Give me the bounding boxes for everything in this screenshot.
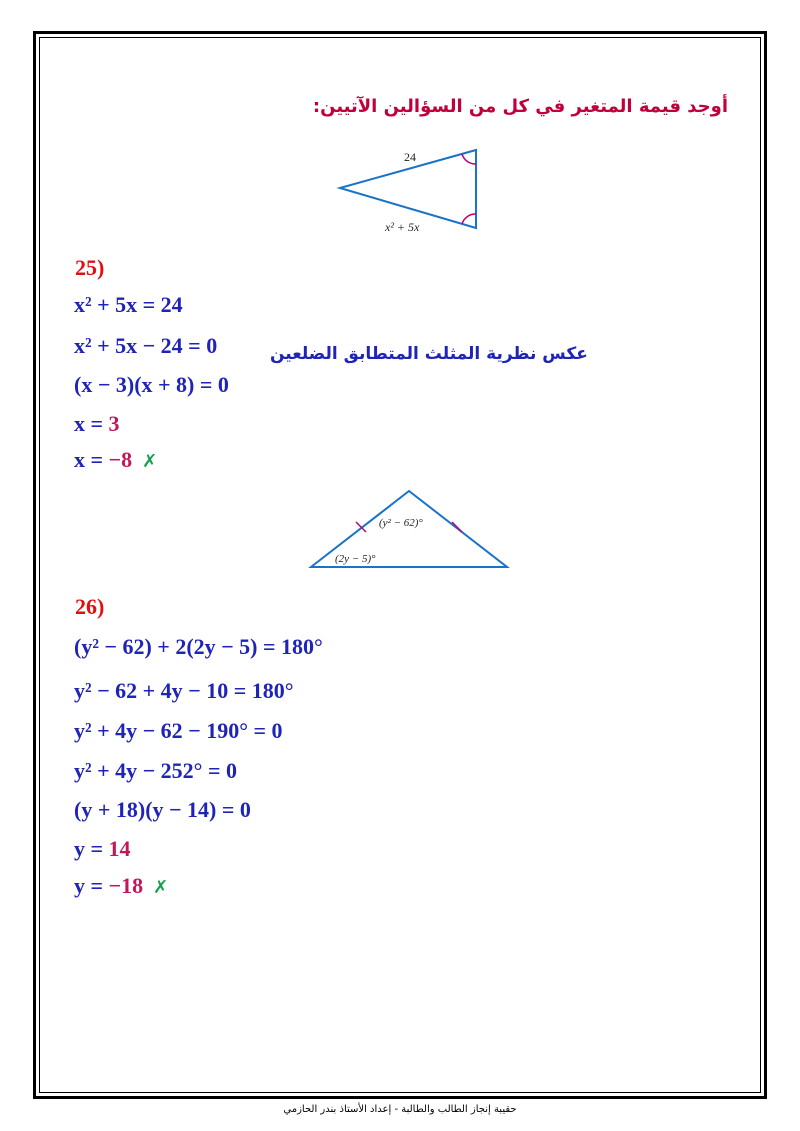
angle-mark-bottom [462, 214, 476, 224]
tick-mark-right [452, 522, 462, 532]
q26-line-5: (y + 18)(y − 14) = 0 [74, 797, 251, 822]
q25-line-5-text: x = [74, 447, 109, 472]
rejected-cross-icon: ✗ [142, 451, 158, 472]
q25-solution-value: 3 [108, 411, 120, 436]
question-number-25: 25) [75, 255, 105, 280]
q25-line-3: (x − 3)(x + 8) = 0 [74, 372, 229, 397]
q25-rejected-value: −8 [108, 447, 133, 472]
side-label-bottom: x² + 5x [385, 220, 420, 234]
q26-line-3: y² + 4y − 62 − 190° = 0 [74, 718, 283, 743]
q25-line-1-text: x² + 5x = [74, 292, 161, 317]
rejected-cross-icon-2: ✗ [153, 877, 169, 898]
q25-line-1 [74, 292, 183, 318]
q25-line-5 [74, 447, 157, 473]
q26-line-2: y² − 62 + 4y − 10 = 180° [74, 678, 294, 703]
triangle-figure-1 [330, 140, 490, 235]
q26-line-7-text: y = [74, 873, 109, 898]
side-label-top: 24 [404, 150, 416, 164]
q25-line-4 [74, 411, 120, 437]
q25-line-1-value: 24 [160, 292, 183, 317]
theorem-note: عكس نظرية المثلث المتطابق الضلعين [270, 344, 588, 364]
q26-line-6-text: y = [74, 836, 109, 861]
q26-line-4: y² + 4y − 252° = 0 [74, 758, 238, 783]
question-number-26: 26) [75, 594, 105, 619]
q25-line-2: x² + 5x − 24 = 0 [74, 333, 218, 358]
q26-rejected-value: −18 [108, 873, 144, 898]
page-heading: أوجد قيمة المتغير في كل من السؤالين الآتيين: [312, 96, 728, 117]
q25-line-4-text: x = [74, 411, 109, 436]
q26-line-7 [74, 873, 168, 899]
angle-label-left: (2y − 5)° [335, 553, 376, 565]
q26-line-1: (y² − 62) + 2(2y − 5) = 180° [74, 634, 323, 659]
q26-line-6 [74, 836, 131, 862]
q26-solution-value: 14 [108, 836, 131, 861]
triangle-figure-2 [305, 486, 515, 572]
angle-mark-top [462, 154, 476, 164]
page-footer: حقيبة إنجاز الطالب والطالبة - إعداد الأستاذ بندر الحازمي [283, 1104, 517, 1115]
angle-label-top: (y² − 62)° [379, 517, 423, 529]
